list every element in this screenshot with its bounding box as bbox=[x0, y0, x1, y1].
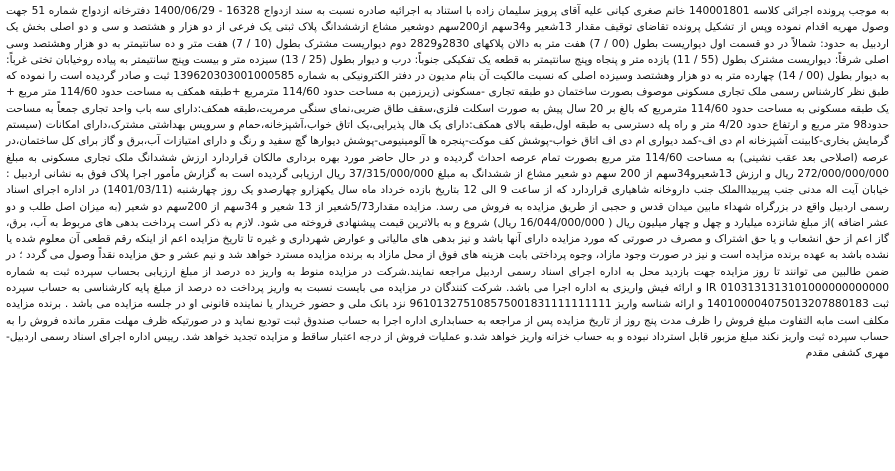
notice-body-text: به موجب پرونده اجرائی کلاسه 140001801 خانم صغری کیانی علیه آقای پرویز سلیمان زاده با استناد به اجرائیه صادره نسبت به سند ازدواج 16328 - 1400/06/29 دفترخانه ازدواج شماره 51 جهت وصول مهریه اقدام نموده وپس از تشکیل پرونده تقاضای توقیف مقدار 13شعیر و34سهم از200سهم دوشعیر مشاع ازششدانگ پلاک ثبتی یک فرعی از دو هزار و هشتصد و سی و دو اصلی بخش یک اردبیل به حدود: شمالاً در دو قسمت اول دیواریست بطول (00 / 7) هفت متر به دالان پلاکهای 2830و2829 دوم دیواریست مشترک بطول (10 / 7) هفت متر و ده سانتیمتر به دو هزار وهشتصد وسی اصلی شرقاً: دیواریست مشترک بطول (55 / 11) یازده متر و پنجاه وپنج سانتیمتر به قطعه یک تفکیکی جنوباً: درب و دیوار بطول (25 / 13) سیزده متر و بیست وپنج سانتیمتر به پیاده روخیابان تختی غرباً: به دیوار بطول (00 / 14) چهارده متر به دو هزار وهشتصد وسیزده اصلی که نسبت مالکیت آن بنام مدیون در دفتر الکترونیکی به شماره 139620303001000585 ثبت و صادر گردیده است را نموده که طبق نظر کارشناس رسمی ملک تجاری مسکونی موصوف بصورت ساختمان دو طبقه تجاری -مسکونی (زیرزمین به مساحت حدود 114/60 مترمربع +طبقه همکف به مساحت حدود 114/60 متر مربع + یک طبقه مسکونی به مساحت حدود 114/60 مترمربع که بالغ بر 20 سال پیش به صورت اسکلت فلزی،سقف طاق ضربی،نمای سنگی مرمریت،طبقه همکف:دارای سه باب واحد تجاری جمعاً به مساحت حدود98 متر مربع و ارتفاع حدود 4/20 متر و راه پله دسترسی به طبقه اول،طبقه بالای همکف:دارای یک هال پذیرایی،یک اتاق خواب،آشپزخانه،حمام و سرویس بهداشتی مشترک،دارای امکانات (سیستم گرمایش بخاری-کابینت آشپزخانه ام دی اف-کمد دیواری ام دی اف اتاق خواب-پوشش کف موکت-پنجره ها آلومینیومی-پوشش دیوارها گچ سفید و رنگ و دارای امتیازات آب،برق و گاز برای کل ساختمان،در عرصه (اصلاحی بعد عقب نشینی) به مساحت 114/60 متر مربع بصورت تمام عرصه احداث گردیده و در حال حاضر مورد بهره برداری مالکان قراردارد ارزش ششدانگ ملک تجاری مسکونی به مبلغ 272/000/000/000 ریال و ارزش 13شعیرو34سهم از 200 سهم دو شعیر مشاع از ششدانگ به مبلغ 37/315/000/000 ریال ارزیابی گردیده است به گزارش مأمور اجرا پلاک فوق به نشانی اردبیل : خیابان آیت اله مدنی جنب پیربیداالملک جنب داروخانه شاهیاری قراردارد که از ساعت 9 الی 12 بتاریخ بازده خرداد ماه سال یکهزارو چهارصدو یک روز چهارشنبه (1401/03/11) در اداره اجرای اسناد رسمی اردبیل واقع در بزرگراه شهداء مابین میدان قدس و حجبی از طریق مزایده به فروش می رسد. مزایده مقدار5/73شعیر از 13 شعیر و 34سهم از 200سهم دو شعیر (به میزان اصل طلب و دو عشر اضافه )از مبلغ شانزده میلیارد و چهل و چهار میلیون ریال ( 16/044/000/000 ریال) شروع و به بالاترین قیمت پیشنهادی فروخته می شود. لازم به ذکر است پرداخت بدهی های مربوط به آب، برق، گاز اعم از حق انشعاب و یا حق اشتراک و مصرف در صورتی که مورد مزایده دارای آنها باشد و نیز بدهی های مالیاتی و عوارض شهرداری و غیره تا تاریخ مزایده اعم از اینکه رقم قطعی آن معلوم شده یا نشده باشد به عهده برنده مزایده است و نیز در صورت وجود مازاد، وجوه پرداختی بابت هزینه های فوق از محل مازاد به برنده مزایده مسترد خواهد شد و نیم عشر و حق مزایده نقداً وصول می گردد ؛ در ضمن طالبین می توانند تا روز مزایده جهت بازدید محل به اداره اجرای اسناد رسمی اردبیل مراجعه نمایند.شرکت در مزایده منوط به واریز ده درصد از مبلغ ارزیابی بحساب سپرده ثبت به شماره 0103131313101000000000000 IR و ارائه فیش واریزی به اداره اجرا می باشد. شرکت کنندگان در مزایده می بایست نسبت به واریز پرداخت ده درصد از مبلغ پایه کارشناسی به حساب سپرده ثبت 140100004075013207880183 و ارائه شناسه واریز 961013275108575001831111111111 نزد بانک ملی و حضور خریدار یا نماینده قانونی او در جلسه مزایده می باشد . برنده مزایده مکلف است مابه التفاوت مبلغ فروش را ظرف مدت پنج روز از تاریخ مزایده پس از مراجعه به حسابداری اداره اجرا به حساب صندوق ثبت تودیع نماید و در صورتیکه ظرف مهلت مقرر مانده فروش را به حساب سپرده ثبت واریز نکند مبلغ مزبور قابل استرداد نبوده و به حساب خزانه واریز خواهد شد.و عملیات فروش از درجه اعتبار ساقط و مزایده تجدید خواهد شد. رییس اداره اجرای اسناد رسمی اردبیل-مهری کشفی مقدم bbox=[6, 5, 890, 360]
